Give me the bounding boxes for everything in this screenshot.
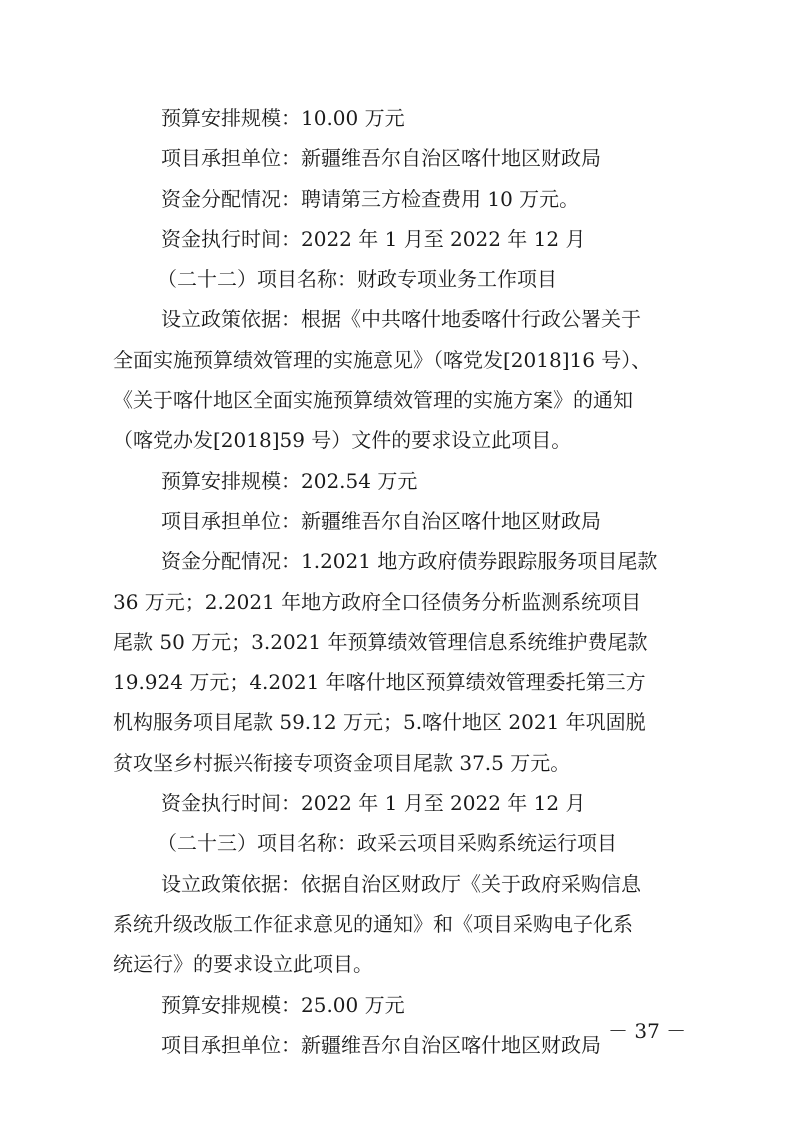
fund-allocation-continuation: 机构服务项目尾款 59.12 万元；5.喀什地区 2021 年巩固脱	[113, 710, 646, 735]
policy-basis-continuation: 全面实施预算绩效管理的实施意见》（喀党发[2018]16 号）、	[113, 347, 652, 372]
fund-allocation-continuation: 贫攻坚乡村振兴衔接专项资金项目尾款 37.5 万元。	[113, 750, 571, 775]
budget-scale-line: 预算安排规模：202.54 万元	[161, 468, 418, 493]
budget-scale-line: 预算安排规模：25.00 万元	[161, 992, 405, 1017]
undertaking-unit-line: 项目承担单位：新疆维吾尔自治区喀什地区财政局	[161, 146, 601, 171]
undertaking-unit-line: 项目承担单位：新疆维吾尔自治区喀什地区财政局	[161, 508, 601, 533]
policy-basis-continuation: （喀党办发[2018]59 号）文件的要求设立此项目。	[113, 428, 572, 453]
policy-basis-continuation: 《关于喀什地区全面实施预算绩效管理的实施方案》的通知	[113, 388, 633, 413]
policy-basis-line: 设立政策依据：根据《中共喀什地委喀什行政公署关于	[161, 307, 641, 332]
budget-scale-line: 预算安排规模：10.00 万元	[161, 106, 405, 130]
project-22-heading: （二十二）项目名称：财政专项业务工作项目	[157, 267, 557, 292]
body-text	[113, 98, 680, 1065]
policy-basis-line: 设立政策依据：依据自治区财政厅《关于政府采购信息	[161, 871, 641, 896]
fund-allocation-continuation: 尾款 50 万元；3.2021 年预算绩效管理信息系统维护费尾款	[113, 629, 648, 654]
policy-basis-continuation: 统运行》的要求设立此项目。	[113, 952, 373, 977]
undertaking-unit-line: 项目承担单位：新疆维吾尔自治区喀什地区财政局	[161, 1032, 601, 1057]
fund-allocation-line: 资金分配情况：1.2021 地方政府债券跟踪服务项目尾款	[161, 549, 658, 574]
project-23-heading: （二十三）项目名称：政采云项目采购系统运行项目	[157, 831, 617, 856]
policy-basis-continuation: 系统升级改版工作征求意见的通知》和《项目采购电子化系	[113, 911, 633, 936]
execution-time-line: 资金执行时间：2022 年 1 月至 2022 年 12 月	[161, 791, 586, 816]
page-number: － 37 －	[608, 1019, 687, 1043]
fund-allocation-line: 资金分配情况：聘请第三方检查费用 10 万元。	[161, 186, 580, 211]
fund-allocation-continuation: 19.924 万元；4.2021 年喀什地区预算绩效管理委托第三方	[113, 670, 646, 695]
fund-allocation-continuation: 36 万元；2.2021 年地方政府全口径债务分析监测系统项目	[113, 589, 642, 614]
execution-time-line: 资金执行时间：2022 年 1 月至 2022 年 12 月	[161, 226, 586, 251]
